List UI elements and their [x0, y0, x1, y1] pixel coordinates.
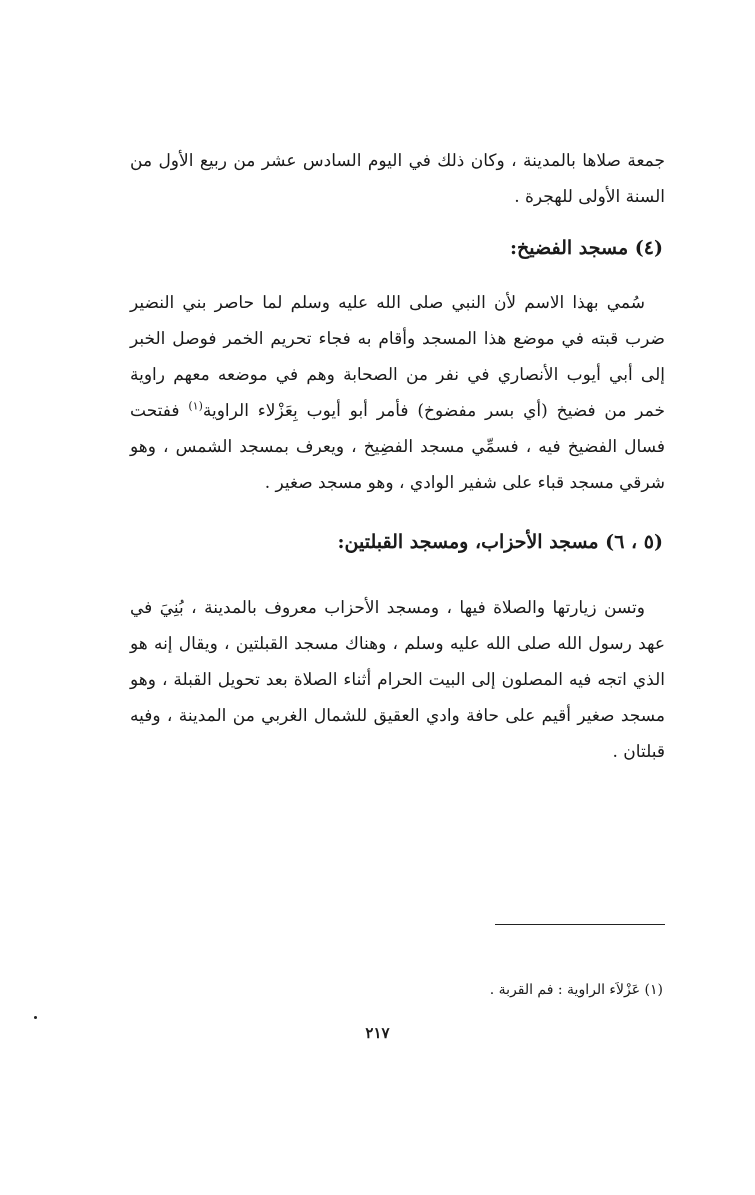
section-heading-masjid-al-fadikh: (٤) مسجد الفضيخ: [510, 237, 663, 259]
footnote: (١) عَزْلاَء الراوية : فم القربة . [489, 982, 663, 998]
scan-speck [34, 1016, 37, 1019]
paragraph-text-rest: ففتحت فسال الفضيخ فيه ، فسمِّي مسجد الفضِيخ ، ويعرف بمسجد الشمس ، وهو شرقي مسجد قباء على شفير الوادي ، وهو مسجد صغير . [130, 401, 665, 493]
page-number: ٢١٧ [365, 1024, 390, 1042]
paragraph-masjid-al-ahzab-qiblatayn [130, 590, 665, 770]
paragraph-masjid-al-fadikh [130, 285, 665, 501]
footnote-reference[interactable]: (١) [188, 399, 203, 413]
paragraph-text: جمعة صلاها بالمدينة ، وكان ذلك في اليوم السادس عشر من ربيع الأول من السنة الأولى للهجرة . [130, 151, 665, 207]
paragraph-text-main: سُمي بهذا الاسم لأن النبي صلى الله عليه وسلم لما حاصر بني النضير ضرب قبته في موضع هذا المسجد وأقام به فجاء تحريم الخمر فوصل الخبر إلى أبي أيوب الأنصاري في نفر من الصحابة وهم في موضعه معهم راوية خمر من فضيخ (أي بسر مفضوخ) فأمر أبو أيوب بِعَزْلاء الراوية [130, 293, 665, 421]
section-heading-masjid-al-ahzab-qiblatayn: (٥ ، ٦) مسجد الأحزاب، ومسجد القبلتين: [337, 531, 663, 553]
paragraph-body [130, 285, 665, 501]
paragraph-masjid-jumua-end [130, 143, 665, 215]
footnote-divider [495, 924, 665, 925]
paragraph-text: وتسن زيارتها والصلاة فيها ، ومسجد الأحزاب معروف بالمدينة ، بُنِيَ في عهد رسول الله صلى الله عليه وسلم ، وهناك مسجد القبلتين ، ويقال إنه هو الذي اتجه فيه المصلون إلى البيت الحرام أثناء الصلاة بعد تحويل القبلة ، وهو مسجد صغير أقيم على حافة وادي العقيق للشمال الغربي من المدينة ، وفيه قبلتان . [130, 598, 665, 762]
